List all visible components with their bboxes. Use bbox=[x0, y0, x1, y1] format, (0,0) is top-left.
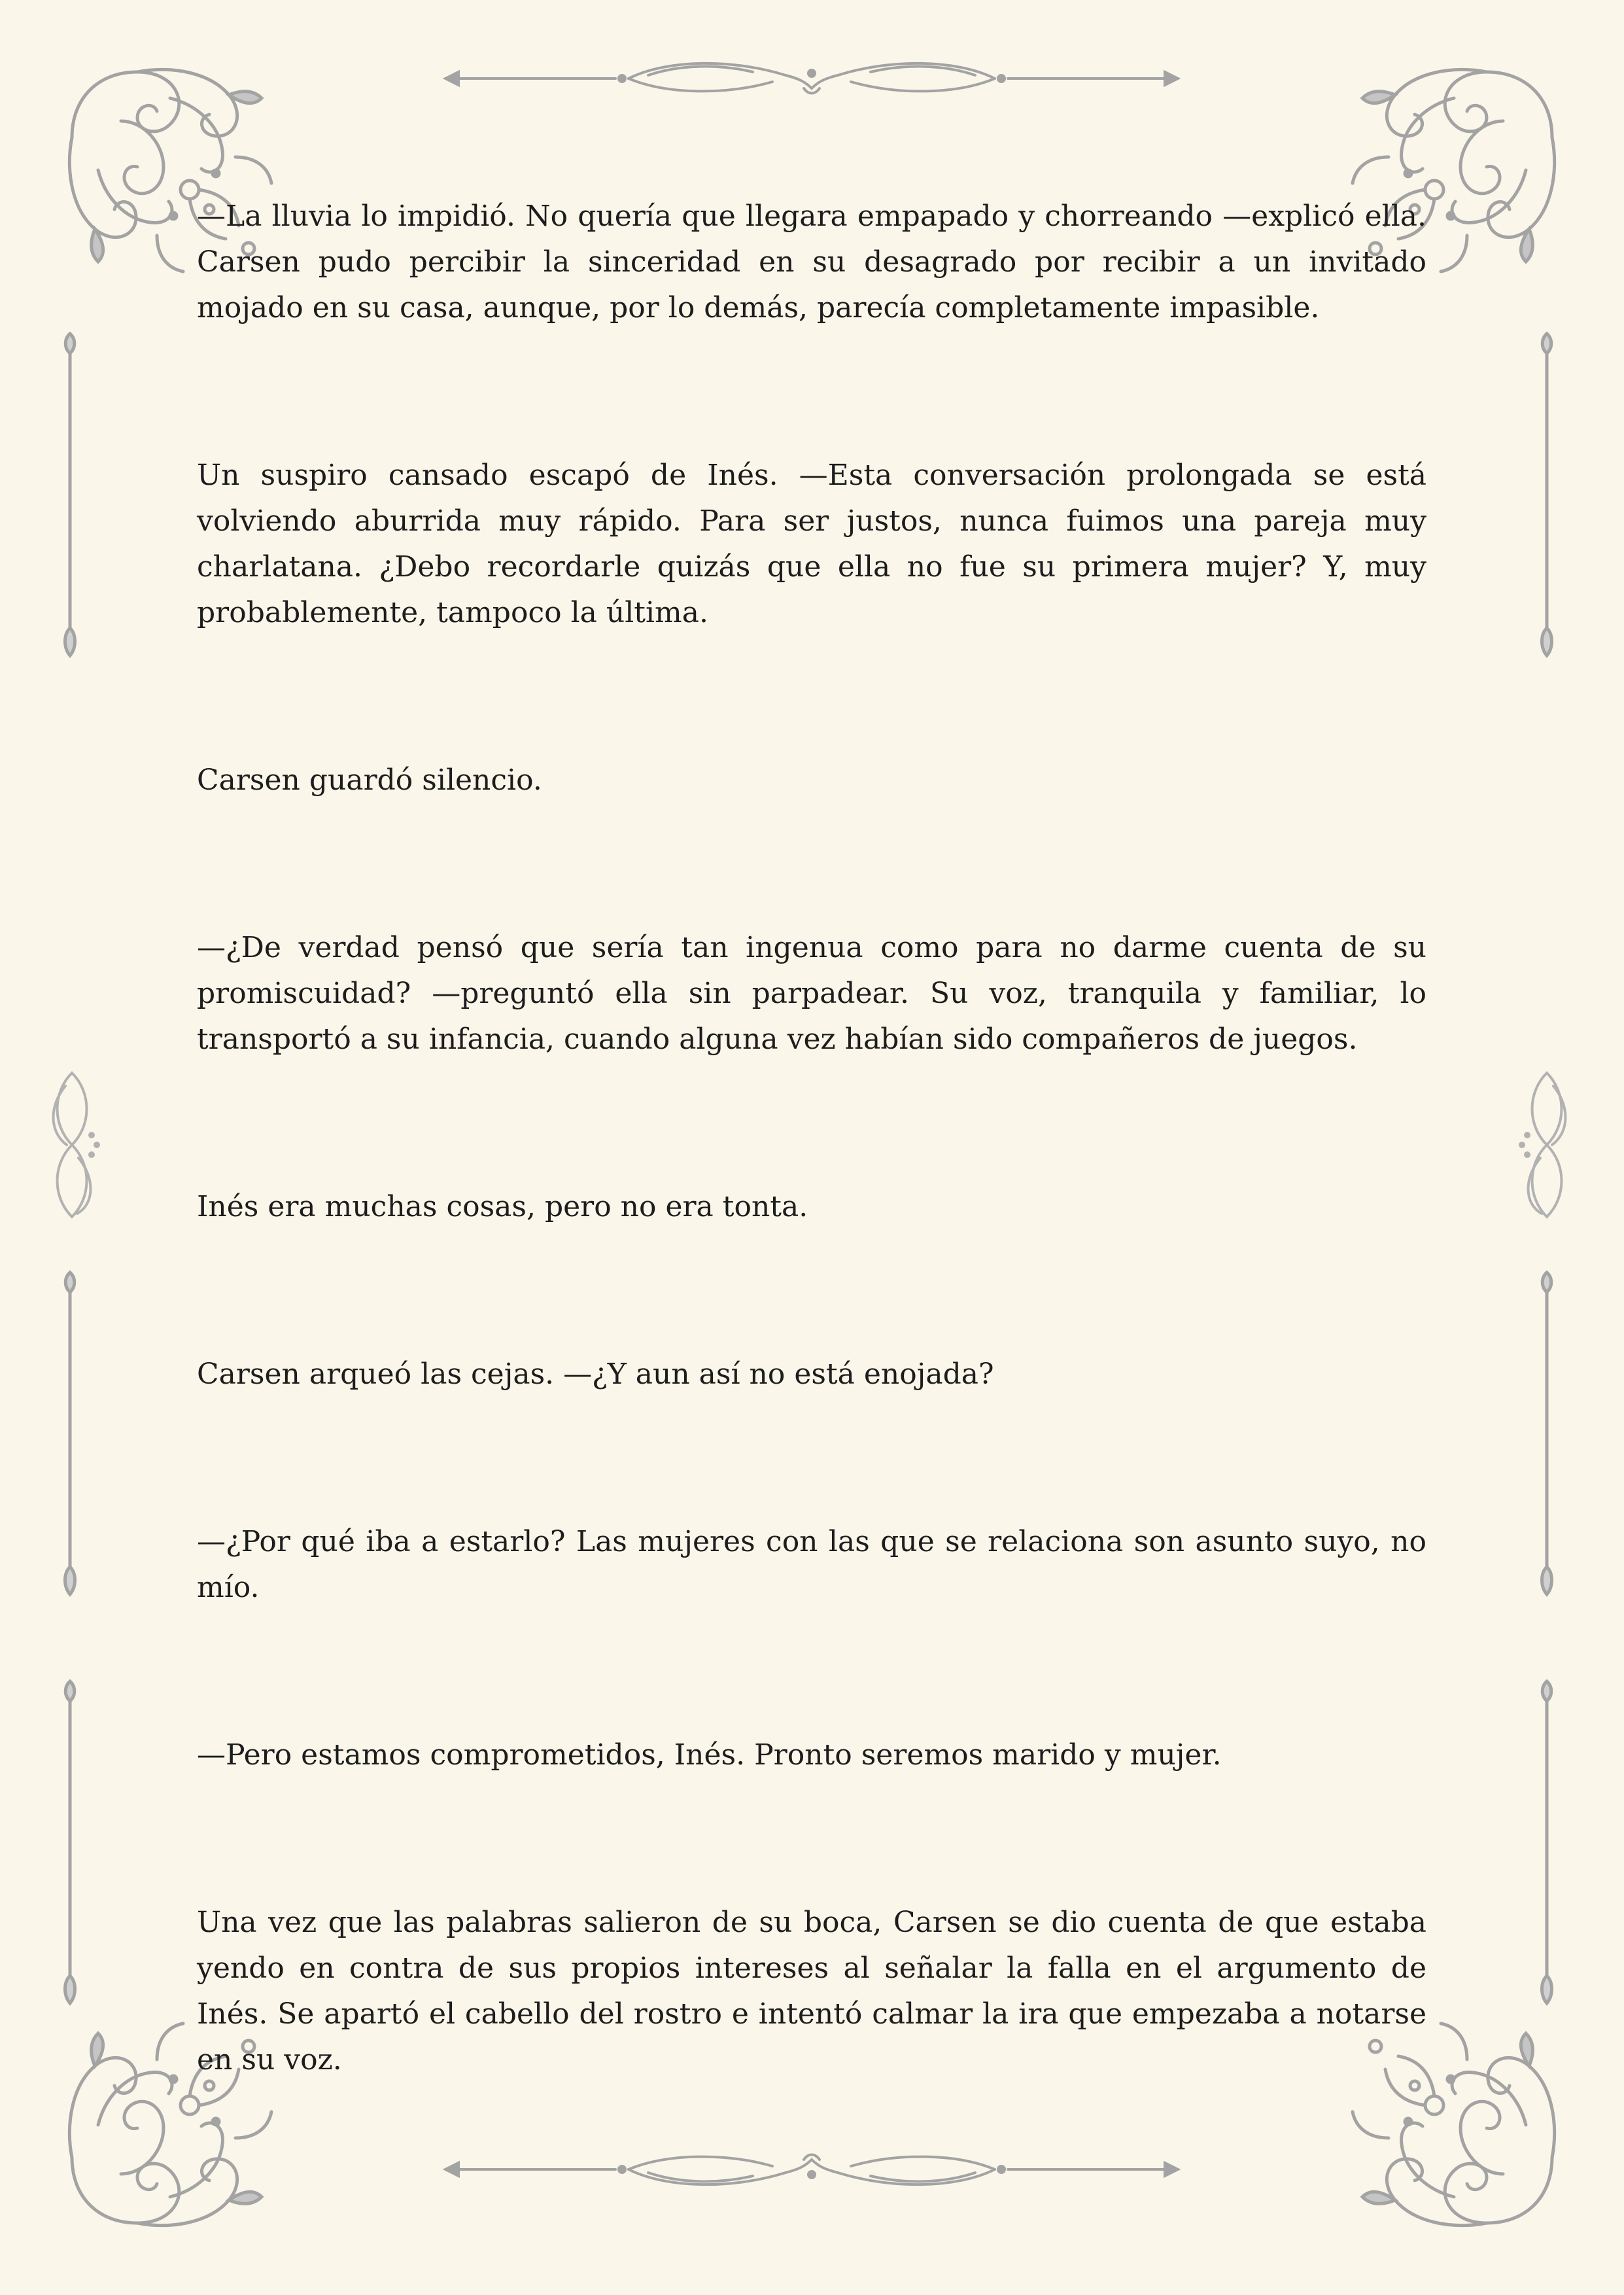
top-banner-ornament bbox=[445, 63, 1178, 94]
paragraph-spacer bbox=[197, 1230, 1426, 1352]
left-infinity-ornament bbox=[53, 1073, 99, 1217]
paragraph-8: —Pero estamos comprometidos, Inés. Pronto seremos marido y mujer. bbox=[197, 1738, 1222, 1772]
paragraph-spacer bbox=[197, 1062, 1426, 1184]
paragraph-4: —¿De verdad pensó que sería tan ingenua como para no darme cuenta de su promiscuidad? —preguntó ella sin parpadear. Su voz, tranquila y familiar, lo transportó a su infancia, cuando alguna vez habían sido compañeros de juegos. bbox=[197, 931, 1426, 1056]
paragraph-spacer bbox=[197, 1397, 1426, 1519]
paragraph-spacer bbox=[197, 636, 1426, 758]
paragraph-2: Un suspiro cansado escapó de Inés. —Esta conversación prolongada se está volviendo aburrida muy rápido. Para ser justos, nunca fuimos una pareja muy charlatana. ¿Debo recordarle quizás que ella no fue su primera mujer? Y, muy probablemente, tampoco la última. bbox=[197, 459, 1426, 629]
paragraph-spacer bbox=[197, 1611, 1426, 1732]
story-text bbox=[197, 194, 1426, 2083]
bottom-banner-ornament bbox=[445, 2155, 1178, 2185]
paragraph-spacer bbox=[197, 803, 1426, 925]
paragraph-spacer bbox=[197, 331, 1426, 453]
paragraph-6: Carsen arqueó las cejas. —¿Y aun así no está enojada? bbox=[197, 1358, 994, 1391]
paragraph-9: Una vez que las palabras salieron de su boca, Carsen se dio cuenta de que estaba yendo en contra de sus propios intereses al señalar la falla en el argumento de Inés. Se apartó el cabello del rostro e intentó calmar la ira que empezaba a notarse en su voz. bbox=[197, 1906, 1426, 2076]
paragraph-5: Inés era muchas cosas, pero no era tonta. bbox=[197, 1190, 808, 1223]
paragraph-7: —¿Por qué iba a estarlo? Las mujeres con las que se relaciona son asunto suyo, no mío. bbox=[197, 1525, 1426, 1604]
paragraph-spacer bbox=[197, 1778, 1426, 1900]
right-infinity-ornament bbox=[1520, 1073, 1566, 1217]
paragraph-1: —La lluvia lo impidió. No quería que llegara empapado y chorreando —explicó ella. Carsen pudo percibir la sinceridad en su desagrado por recibir a un invitado mojado en su casa, aunque, por lo demás, parecía completamente impasible. bbox=[197, 200, 1426, 324]
paragraph-3: Carsen guardó silencio. bbox=[197, 763, 542, 797]
left-side-rules bbox=[65, 334, 75, 2003]
right-side-rules bbox=[1542, 334, 1552, 2003]
